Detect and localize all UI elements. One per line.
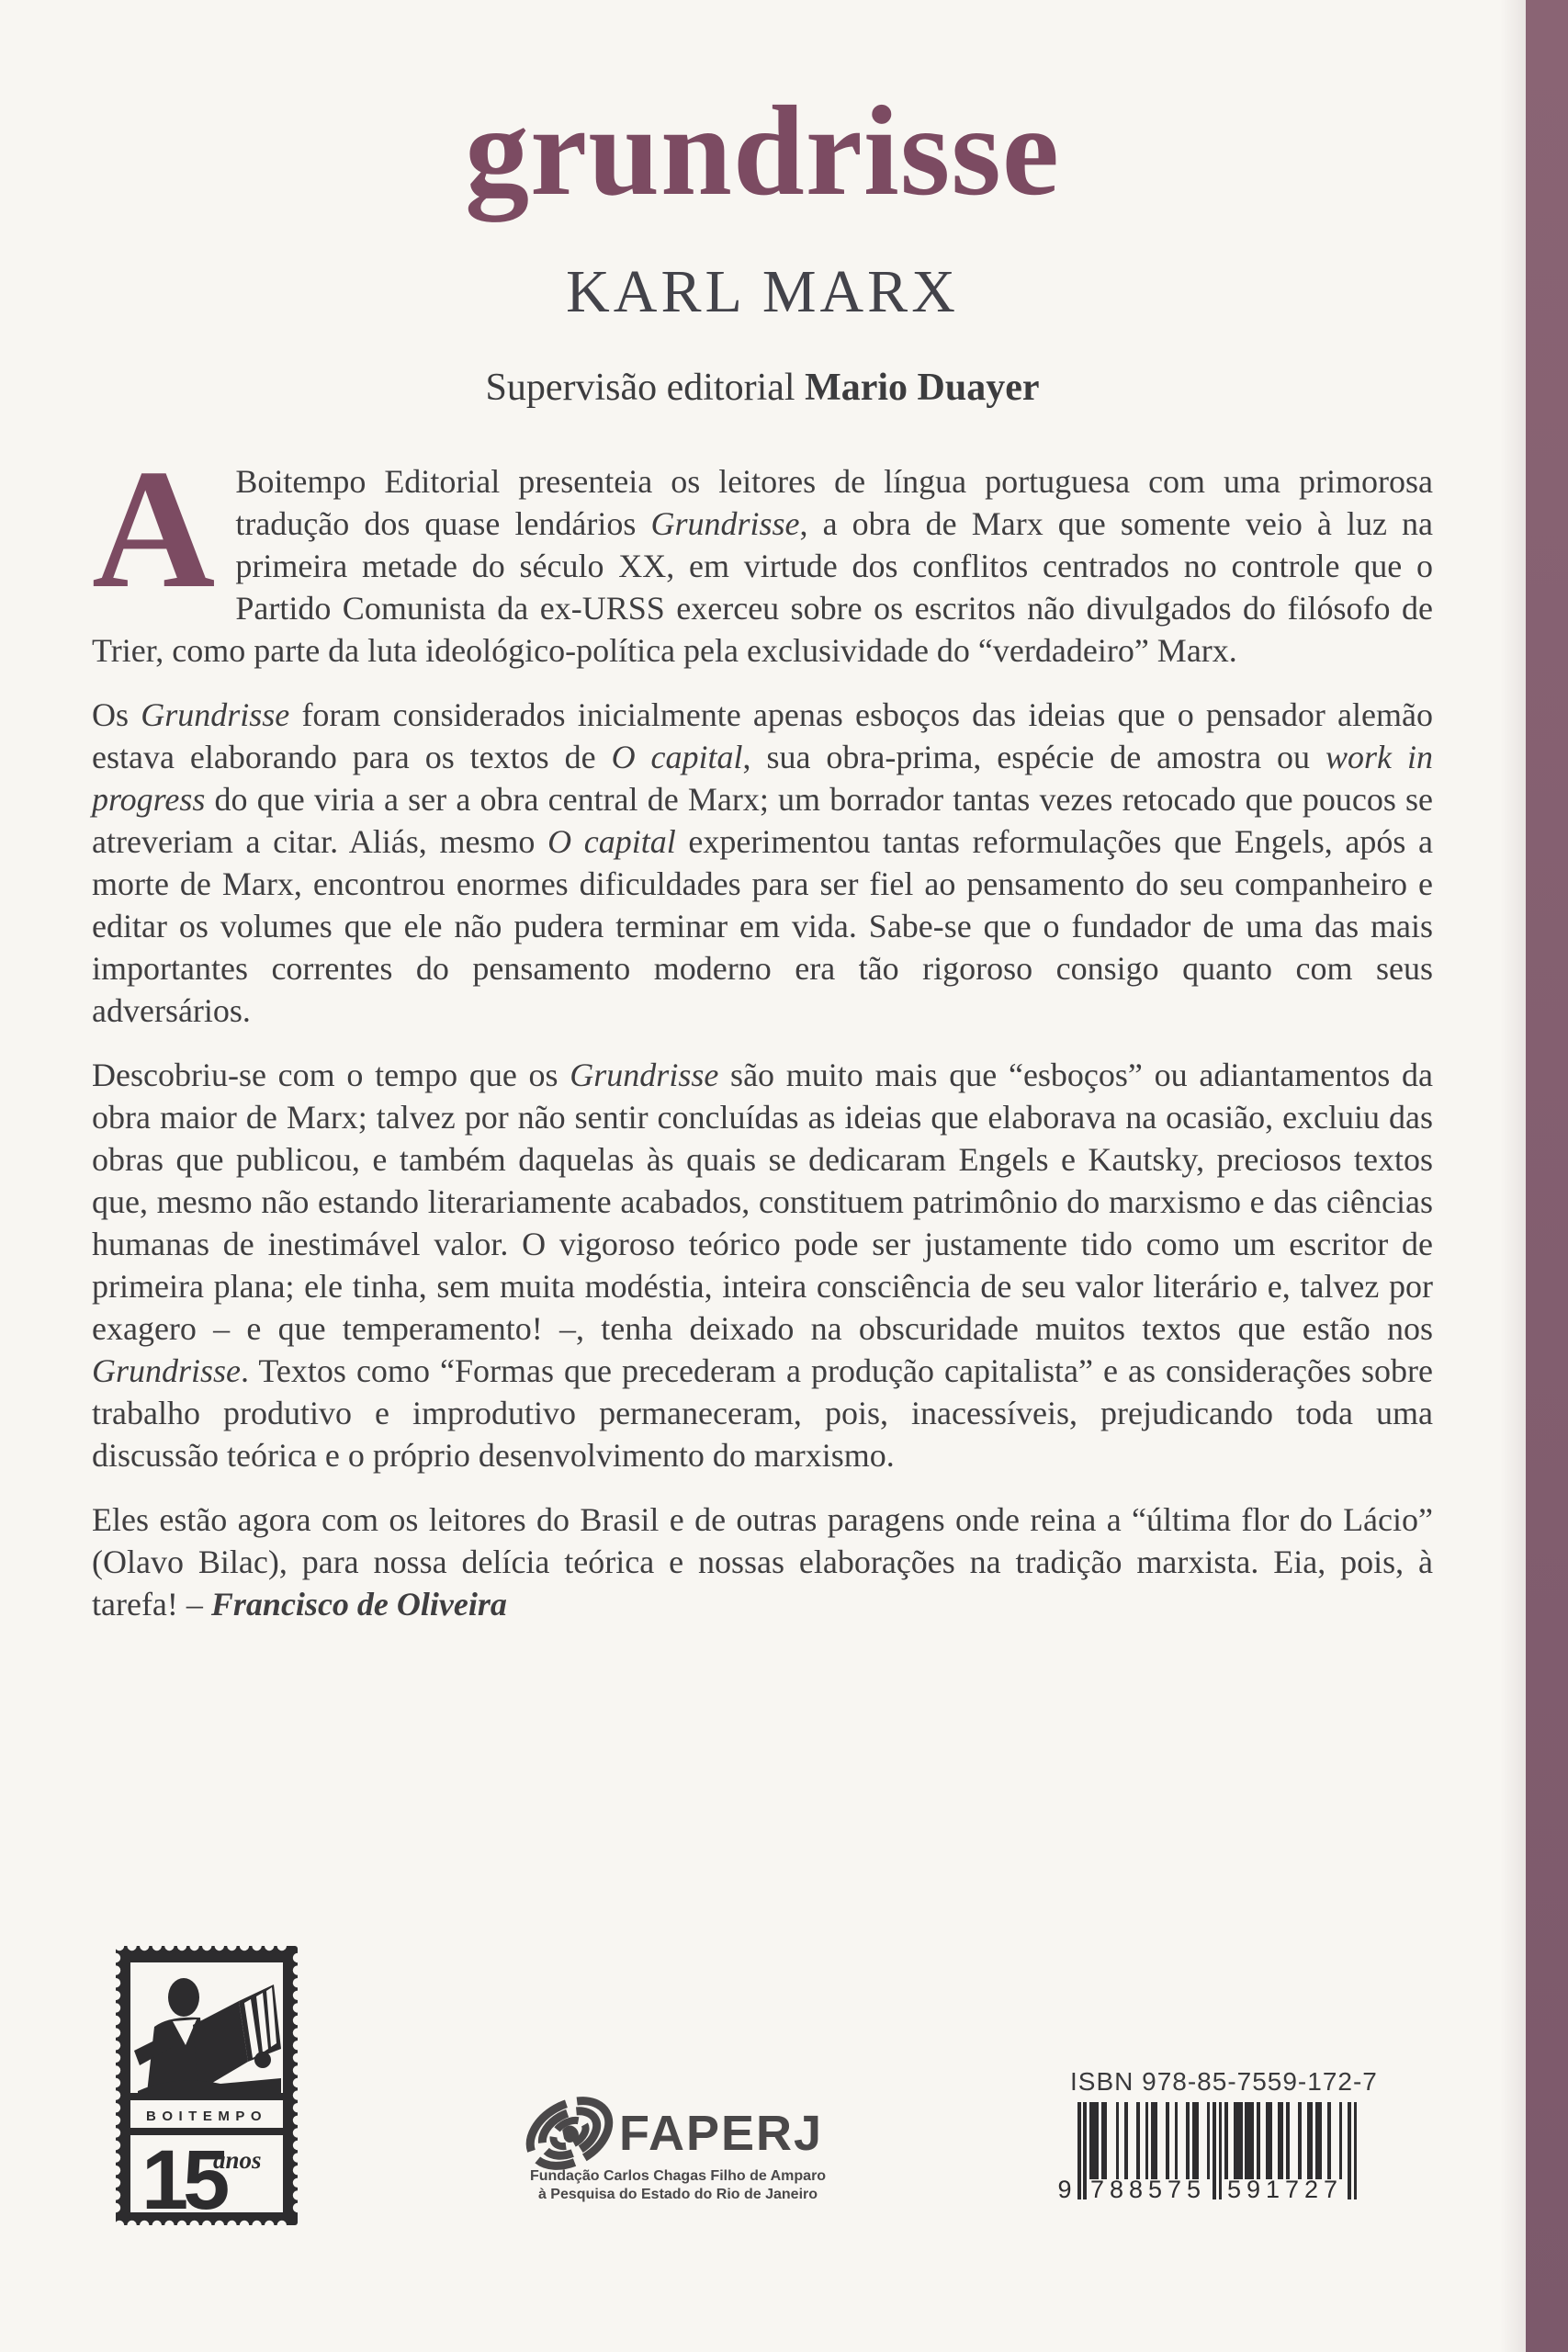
barcode-digit-lead: 9: [1057, 2176, 1072, 2203]
spine-band: [1526, 0, 1568, 2352]
cover-content: [92, 0, 1433, 1647]
barcode-digits-group2: 591727: [1226, 2176, 1344, 2203]
faperj-logo: [513, 2086, 843, 2210]
barcode-digits-group1: 788575: [1089, 2176, 1207, 2203]
faperj-tagline-1: Fundação Carlos Chagas Filho de Amparo: [529, 2168, 827, 2184]
stamp-years-number: 15: [141, 2133, 225, 2227]
spine-shadow: [1500, 0, 1526, 2352]
book-title: grundrisse: [465, 80, 1060, 222]
masthead: [92, 77, 1433, 407]
paragraph-4: Eles estão agora com os leitores do Brasil e de outras paragens onde reina a “última flor do Lácio” (Olavo Bilac), para nossa delícia teórica e nossas elaborações na tradição marxista. Eia, pois, à tarefa! – Francisco de Oliveira: [92, 1501, 1433, 1623]
isbn-block: [1057, 2065, 1378, 2205]
paragraph-3: Descobriu-se com o tempo que os Grundrisse são muito mais que “esboços” ou adiantamentos da obra maior de Marx; talvez por não sentir concluídas as ideias que elaborava na ocasião, excluiu das obras que publicou, e também daquelas às quais se dedicaram Engels e Kautsky, preciosos textos que, mesmo não estando literariamente acabados, constituem patrimônio do marxismo e das ciências humanas de inestimável valor. O vigoroso teórico pode ser justamente tido como um escritor de primeira plana; ele tinha, sem muita modéstia, inteira consciência de seu valor literário e, talvez por exagero – e que temperamento! –, tenha deixado na obscuridade muitos textos que estão nos Grundrisse. Textos como “Formas que precederam a produção capitalista” e as considerações sobre trabalho produtivo e improdutivo permaneceram, pois, inacessíveis, prejudicando toda uma discussão teórica e o próprio desenvolvimento do marxismo.: [92, 1057, 1434, 1474]
faperj-tagline-2: à Pesquisa do Estado do Rio de Janeiro: [537, 2187, 818, 2202]
book-author: KARL MARX: [566, 258, 959, 325]
back-cover-text: [92, 435, 1434, 1625]
stamp-brand-text: BOITEMPO: [145, 2109, 268, 2124]
faperj-name: FAPERJ: [619, 2106, 824, 2161]
drop-cap: A: [92, 435, 216, 624]
isbn-label: ISBN 978-85-7559-172-7: [1070, 2067, 1378, 2096]
faperj-swirl-icon: [519, 2087, 621, 2179]
boitempo-stamp-logo: [110, 1940, 303, 2231]
supervision-editor-name: Mario Duayer: [805, 367, 1040, 409]
supervision-line: [92, 368, 1433, 407]
supervision-prefix: Supervisão editorial: [485, 367, 795, 409]
barcode: [1057, 2102, 1357, 2205]
paragraph-1: [92, 435, 1433, 672]
reader-illustration-icon: [130, 1962, 283, 2093]
paragraph-2: Os Grundrisse foram considerados inicialmente apenas esboços das ideias que o pensador alemão estava elaborando para os textos de O capital, sua obra-prima, espécie de amostra ou work in progress do que viria a ser a obra central de Marx; um borrador tantas vezes retocado que poucos se atreveriam a citar. Aliás, mesmo O capital experimentou tantas reformulações que Engels, após a morte de Marx, encontrou enormes dificuldades para ser fiel ao pensamento do seu companheiro e editar os volumes que ele não pudera terminar em vida. Sabe-se que o fundador de uma das mais importantes correntes do pensamento moderno era tão rigoroso consigo quanto com seus adversários.: [92, 696, 1434, 1029]
paragraph-1-text: Boitempo Editorial presenteia os leitores de língua portuguesa com uma primorosa tradução dos quase lendários Grundrisse, a obra de Marx que somente veio à luz na primeira metade do século XX, em virtude dos conflitos centrados no controle que o Partido Comunista da ex-URSS exerceu sobre os escritos não divulgados do filósofo de Trier, como parte da luta ideológico-política pela exclusividade do “verdadeiro” Marx.: [92, 463, 1433, 669]
stamp-years-label: anos: [213, 2146, 262, 2174]
